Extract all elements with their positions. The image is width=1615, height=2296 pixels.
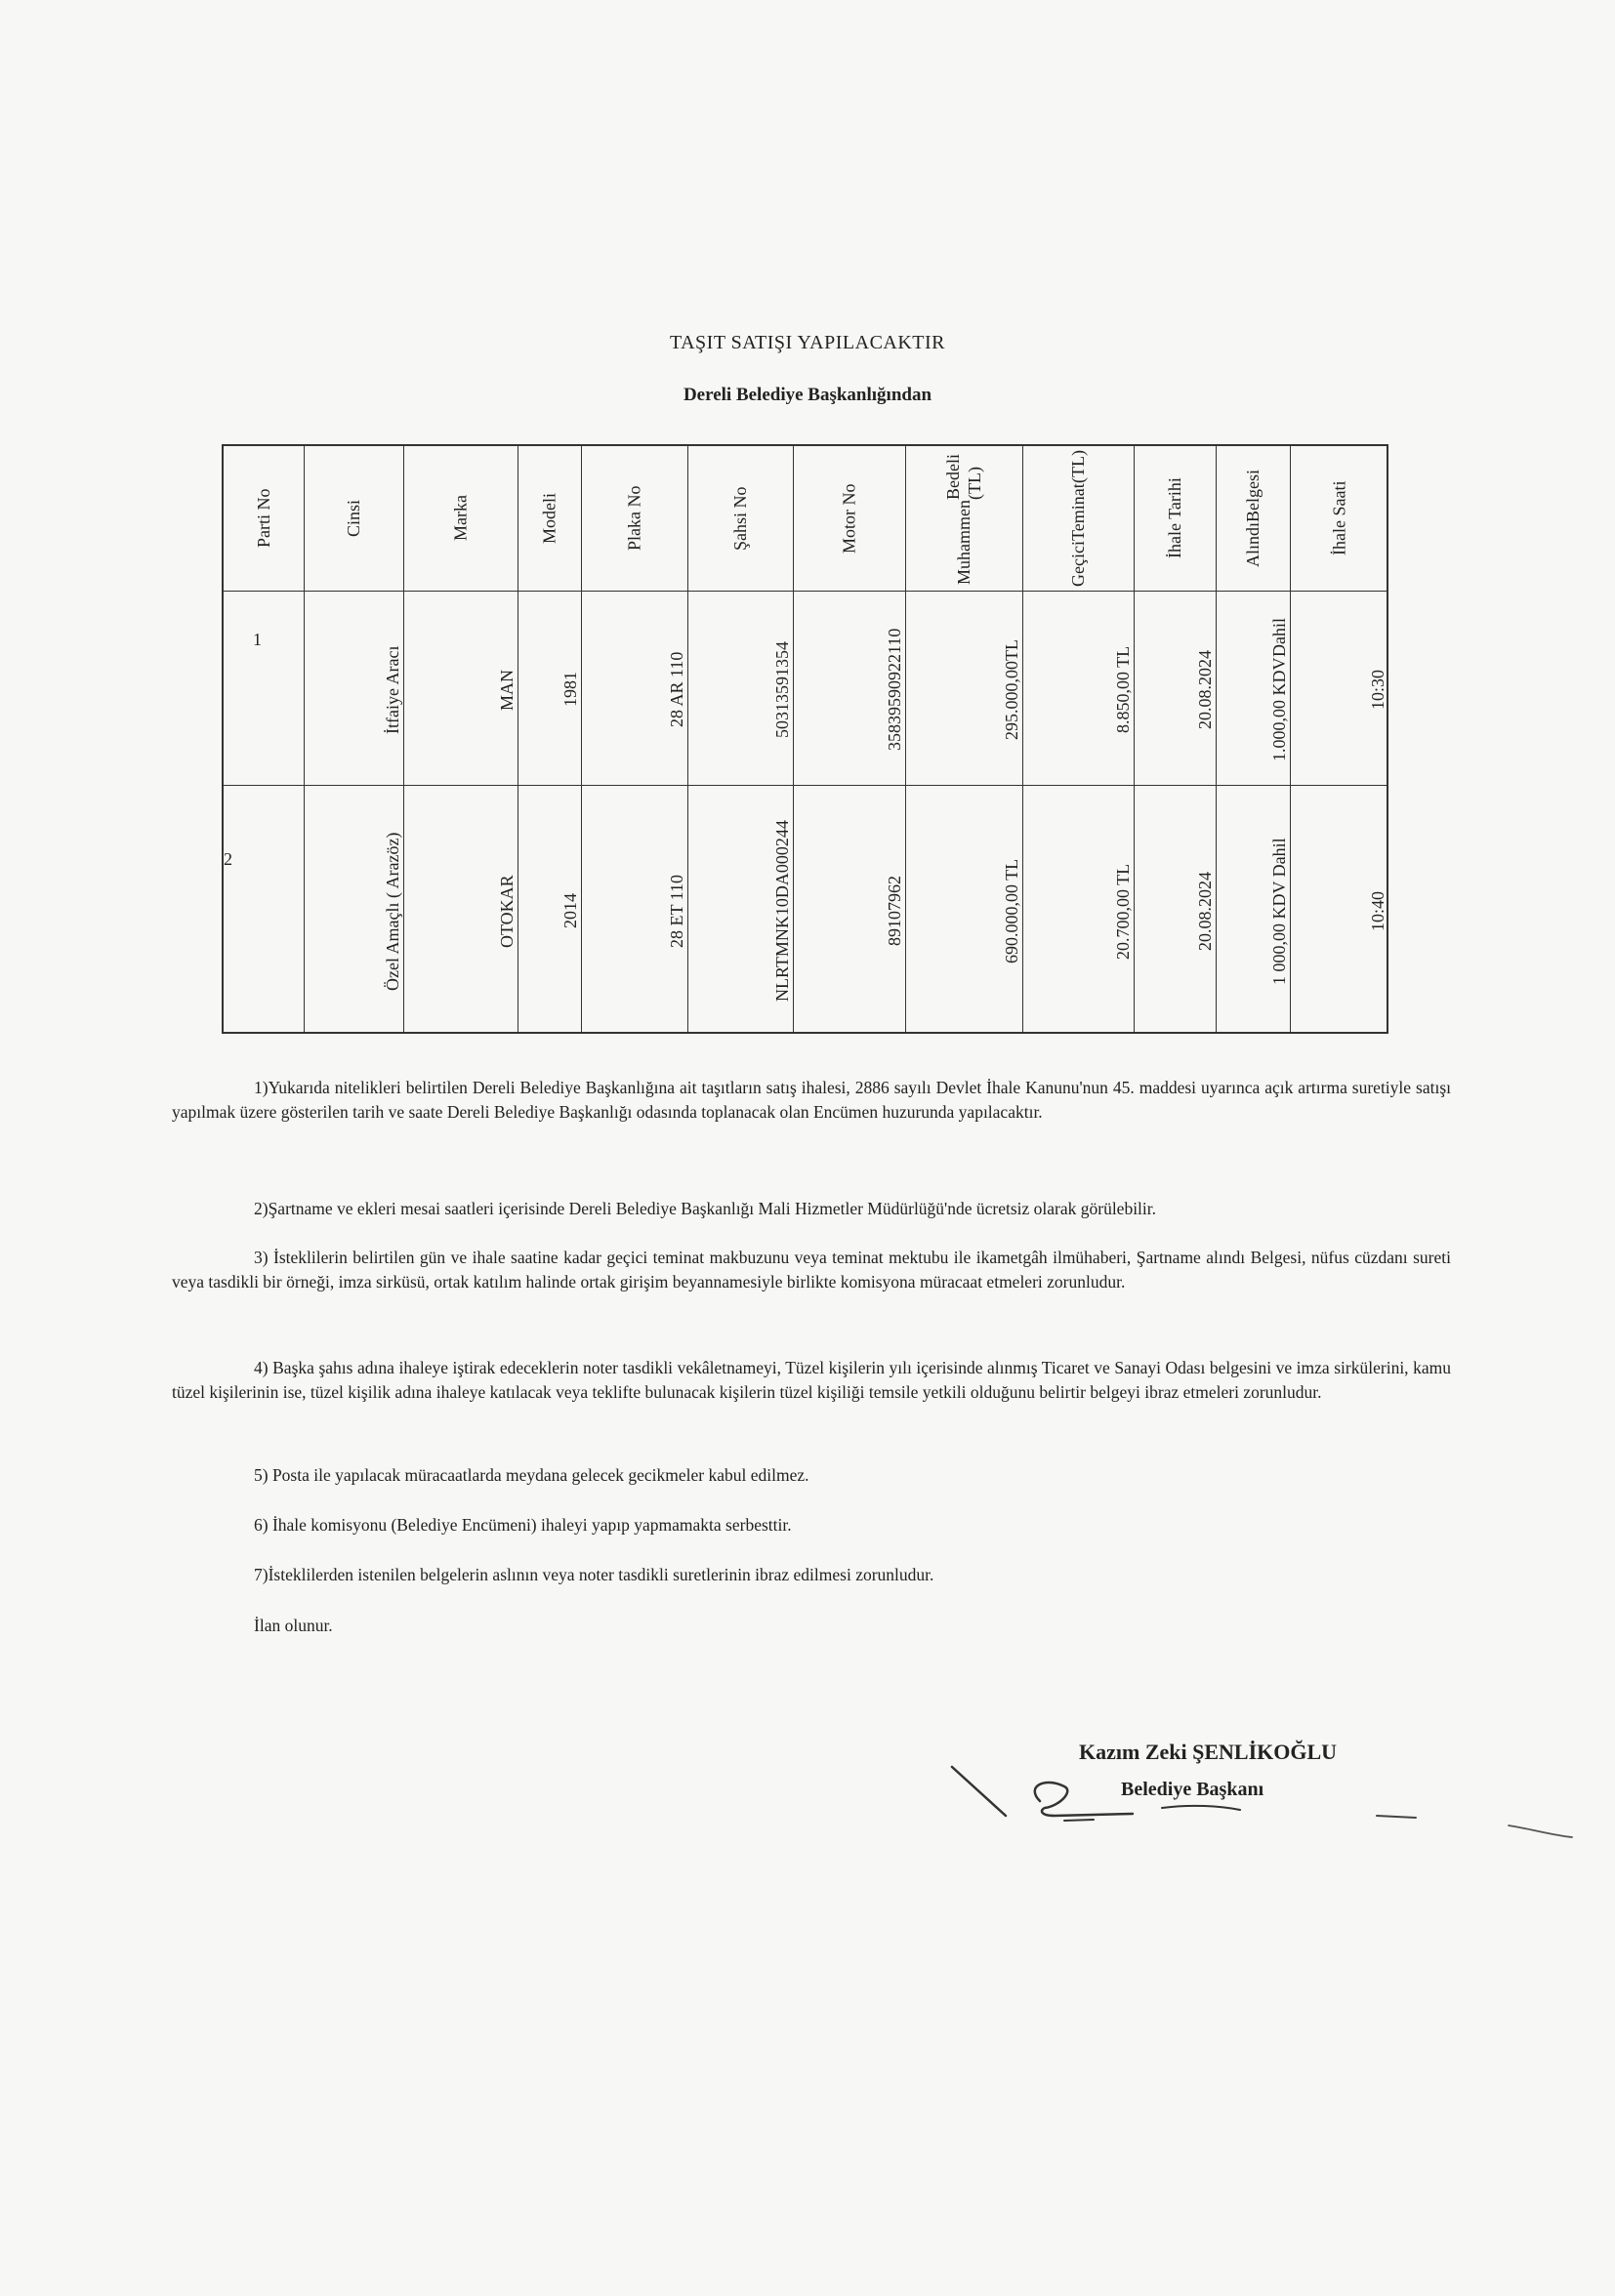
row1-sasi-no: 50313591354	[772, 641, 792, 738]
row2-motor-no: 89107962	[885, 876, 904, 947]
header-gecici-teminat: Geçici Teminat (TL)	[1068, 450, 1088, 587]
paragraph-4: 4) Başka şahıs adına ihaleye iştirak edeceklerin noter tasdikli vekâletnameyi, Tüzel kişilerin yılı içerisinde alınmış Ticaret ve Sanayi Odası belgesini ve imza sirkülerini, kamu tüzel kişilerinin ise, tüzel kişilik adına ihaleye katılacak veya teklifte bulunacak kişilerin tüzel kişiliği temsile yetkili olduğunu belirtir belgeyi ibraz etmeleri zorunludur.	[172, 1358, 1451, 1402]
header-ihale-saati: İhale Saati	[1329, 480, 1349, 556]
row1-modeli: 1981	[560, 672, 580, 708]
row2-ihale-tarihi: 20.08.2024	[1195, 872, 1215, 951]
row1-alindi: 1.000,00 KDV Dahil	[1269, 618, 1289, 761]
row2-marka: OTOKAR	[497, 875, 517, 948]
row1-ihale-saati: 10:30	[1368, 670, 1387, 711]
row1-plaka-no: 28 AR 110	[667, 651, 686, 728]
row2-ihale-saati: 10:40	[1368, 891, 1387, 932]
row2-gecici: 20.700,00 TL	[1113, 863, 1133, 960]
header-modeli: Modeli	[539, 493, 559, 544]
header-muhammen-bedeli: Muhammen Bedeli (TL)	[943, 454, 984, 585]
signer-title: Belediye Başkanı	[1121, 1779, 1264, 1800]
row1-cinsi: İtfaiye Aracı	[383, 645, 402, 734]
header-parti-no: Parti No	[254, 488, 273, 549]
signature-mark	[947, 1747, 1582, 1855]
header-motor-no: Motor No	[839, 483, 859, 554]
row1-motor-no: 35839590922110	[885, 628, 904, 752]
row2-modeli: 2014	[560, 893, 580, 929]
header-sasi-no: Şahsi No	[730, 486, 750, 551]
row2-cinsi: Özel Amaçlı ( Arazöz)	[383, 832, 402, 991]
paragraph-5: 5) Posta ile yapılacak müracaatlarda meydana gelecek gecikmeler kabul edilmez.	[254, 1465, 809, 1485]
closing-line: İlan olunur.	[254, 1616, 333, 1635]
header-ihale-tarihi: İhale Tarihi	[1165, 477, 1184, 559]
row2-sasi-no: NLRTMNK10DA000244	[772, 820, 792, 1003]
row1-marka: MAN	[497, 669, 517, 711]
page-title: TAŞIT SATIŞI YAPILACAKTIR	[669, 332, 946, 353]
row1-ihale-tarihi: 20.08.2024	[1195, 650, 1215, 729]
paragraph-2: 2)Şartname ve ekleri mesai saatleri içerisinde Dereli Belediye Başkanlığı Mali Hizmetler Müdürlüğü'nde ücretsiz olarak görülebilir.	[254, 1199, 1157, 1218]
vehicle-table	[222, 444, 1388, 1034]
row1-parti-no: 1	[253, 630, 262, 649]
page-subtitle: Dereli Belediye Başkanlığından	[683, 385, 932, 405]
signer-name: Kazım Zeki ŞENLİKOĞLU	[1079, 1740, 1338, 1764]
paragraph-6: 6) İhale komisyonu (Belediye Encümeni) ihaleyi yapıp yapmamakta serbesttir.	[254, 1515, 792, 1535]
paragraph-3: 3) İsteklilerin belirtilen gün ve ihale saatine kadar geçici teminat makbuzunu veya teminat mektubu ile ikametgâh ilmühaberi, Şartname alındı Belgesi, nüfus cüzdanı sureti veya tasdikli bir örneği, imza sirküsü, ortak katılım halinde ortak girişim beyannamesiyle birlikte komisyona müracaat etmeleri zorunludur.	[172, 1248, 1451, 1292]
paragraph-7: 7)İsteklilerden istenilen belgelerin aslının veya noter tasdikli suretlerinin ibraz edilmesi zorunludur.	[254, 1565, 934, 1584]
row2-muhammen: 690.000,00 TL	[1002, 858, 1021, 964]
row2-parti-no: 2	[224, 849, 232, 869]
header-cinsi: Cinsi	[344, 500, 363, 538]
row2-plaka-no: 28 ET 110	[667, 875, 686, 948]
row1-gecici: 8.850,00 TL	[1113, 645, 1133, 734]
paragraph-1: 1)Yukarıda nitelikleri belirtilen Dereli Belediye Başkanlığına ait taşıtların satış ihalesi, 2886 sayılı Devlet İhale Kanunu'nun 45. maddesi uyarınca açık artırma suretiyle satışı yapılmak üzere gösterilen tarih ve saate Dereli Belediye Başkanlığı odasında toplanacak olan Encümen huzurunda yapılacaktır.	[172, 1078, 1451, 1122]
row1-muhammen: 295.000,00TL	[1002, 639, 1021, 740]
row2-alindi: 1 000,00 KDV Dahil	[1269, 838, 1289, 985]
header-plaka-no: Plaka No	[624, 485, 644, 552]
header-alindi-belgesi: Alındı Belgesi	[1243, 470, 1263, 568]
header-marka: Marka	[450, 495, 471, 542]
